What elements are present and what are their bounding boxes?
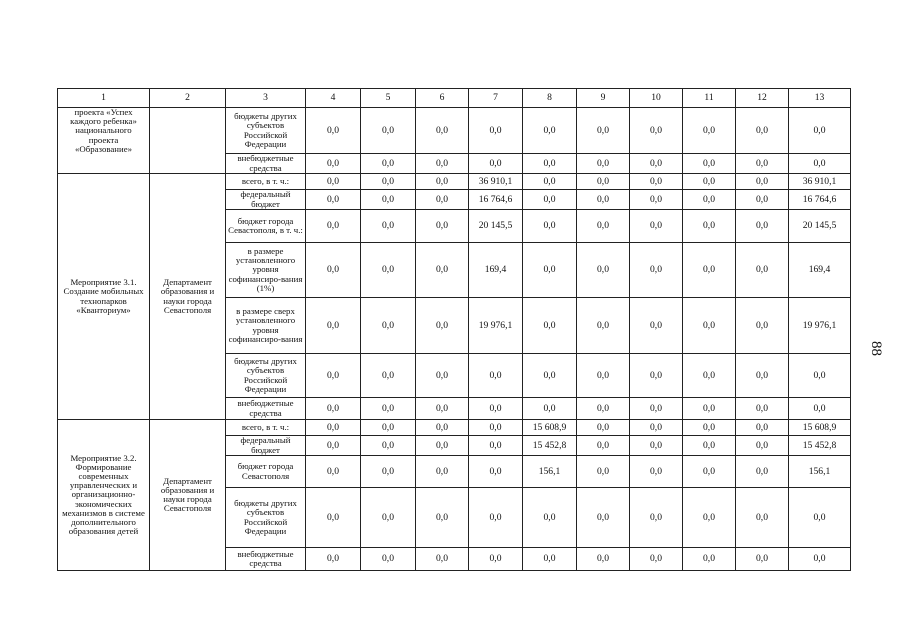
value-cell: 0,0 <box>789 398 851 420</box>
executor-cell: Департамент образования и науки города Севастополя <box>150 174 226 420</box>
value-cell: 0,0 <box>523 174 577 190</box>
value-cell: 0,0 <box>630 190 683 210</box>
value-cell: 0,0 <box>630 456 683 488</box>
value-cell: 0,0 <box>577 243 630 298</box>
funding-source-cell: всего, в т. ч.: <box>226 174 306 190</box>
header-cell: 4 <box>306 89 361 108</box>
value-cell: 0,0 <box>416 154 469 174</box>
value-cell: 0,0 <box>683 354 736 398</box>
value-cell: 0,0 <box>416 436 469 456</box>
value-cell: 0,0 <box>416 398 469 420</box>
value-cell: 0,0 <box>416 354 469 398</box>
budget-table <box>57 88 851 571</box>
value-cell: 0,0 <box>361 298 416 354</box>
value-cell: 0,0 <box>630 354 683 398</box>
value-cell: 0,0 <box>736 398 789 420</box>
page-number: 88 <box>868 341 884 356</box>
value-cell: 156,1 <box>523 456 577 488</box>
value-cell: 0,0 <box>306 548 361 571</box>
funding-source-cell: бюджеты других субъектов Российской Федерации <box>226 488 306 548</box>
value-cell: 0,0 <box>469 488 523 548</box>
value-cell: 0,0 <box>789 354 851 398</box>
value-cell: 0,0 <box>789 154 851 174</box>
value-cell: 0,0 <box>789 548 851 571</box>
value-cell: 0,0 <box>416 456 469 488</box>
value-cell: 0,0 <box>577 420 630 436</box>
value-cell: 0,0 <box>523 243 577 298</box>
value-cell: 0,0 <box>736 488 789 548</box>
value-cell: 0,0 <box>416 108 469 154</box>
value-cell: 0,0 <box>523 108 577 154</box>
value-cell: 0,0 <box>630 174 683 190</box>
funding-source-cell: в размере установленного уровня софинансиро-вания (1%) <box>226 243 306 298</box>
value-cell: 0,0 <box>683 154 736 174</box>
value-cell: 0,0 <box>361 210 416 243</box>
value-cell: 0,0 <box>630 420 683 436</box>
value-cell: 0,0 <box>736 174 789 190</box>
value-cell: 20 145,5 <box>789 210 851 243</box>
funding-source-cell: внебюджетные средства <box>226 154 306 174</box>
value-cell: 0,0 <box>577 548 630 571</box>
value-cell: 0,0 <box>306 108 361 154</box>
value-cell: 0,0 <box>577 298 630 354</box>
value-cell: 0,0 <box>306 456 361 488</box>
header-cell: 11 <box>683 89 736 108</box>
value-cell: 0,0 <box>361 354 416 398</box>
funding-source-cell: внебюджетные средства <box>226 398 306 420</box>
value-cell: 0,0 <box>306 420 361 436</box>
value-cell: 0,0 <box>306 243 361 298</box>
header-cell: 1 <box>58 89 150 108</box>
value-cell: 0,0 <box>306 488 361 548</box>
value-cell: 0,0 <box>306 190 361 210</box>
value-cell: 0,0 <box>523 548 577 571</box>
value-cell: 0,0 <box>306 354 361 398</box>
value-cell: 15 452,8 <box>523 436 577 456</box>
table-row <box>58 108 851 154</box>
value-cell: 0,0 <box>577 456 630 488</box>
table-row <box>58 174 851 190</box>
value-cell: 0,0 <box>683 210 736 243</box>
header-cell: 6 <box>416 89 469 108</box>
value-cell: 0,0 <box>630 210 683 243</box>
value-cell: 0,0 <box>523 190 577 210</box>
table-row <box>58 420 851 436</box>
event-cell: Мероприятие 3.2. Формирование современных управленческих и организационно-экономических механизмов в системе дополнительного образования детей <box>58 420 150 571</box>
header-cell: 10 <box>630 89 683 108</box>
value-cell: 0,0 <box>469 456 523 488</box>
value-cell: 0,0 <box>416 298 469 354</box>
header-cell: 7 <box>469 89 523 108</box>
header-cell: 2 <box>150 89 226 108</box>
value-cell: 0,0 <box>736 298 789 354</box>
value-cell: 0,0 <box>736 354 789 398</box>
value-cell: 0,0 <box>736 436 789 456</box>
value-cell: 15 608,9 <box>523 420 577 436</box>
value-cell: 0,0 <box>361 456 416 488</box>
header-cell: 9 <box>577 89 630 108</box>
value-cell: 0,0 <box>416 190 469 210</box>
value-cell: 0,0 <box>683 456 736 488</box>
value-cell: 0,0 <box>361 174 416 190</box>
value-cell: 0,0 <box>577 108 630 154</box>
value-cell: 0,0 <box>306 210 361 243</box>
value-cell: 0,0 <box>361 488 416 548</box>
value-cell: 169,4 <box>469 243 523 298</box>
funding-source-cell: в размере сверх установленного уровня софинансиро-вания <box>226 298 306 354</box>
header-row <box>58 89 851 108</box>
value-cell: 0,0 <box>630 298 683 354</box>
value-cell: 0,0 <box>630 243 683 298</box>
executor-cell <box>150 108 226 174</box>
value-cell: 0,0 <box>577 174 630 190</box>
value-cell: 0,0 <box>736 210 789 243</box>
value-cell: 0,0 <box>469 154 523 174</box>
value-cell: 0,0 <box>306 436 361 456</box>
value-cell: 0,0 <box>577 154 630 174</box>
value-cell: 0,0 <box>469 436 523 456</box>
value-cell: 15 452,8 <box>789 436 851 456</box>
value-cell: 0,0 <box>683 108 736 154</box>
value-cell: 0,0 <box>361 190 416 210</box>
value-cell: 16 764,6 <box>789 190 851 210</box>
value-cell: 0,0 <box>736 190 789 210</box>
budget-table-container <box>57 88 851 571</box>
value-cell: 0,0 <box>789 488 851 548</box>
value-cell: 36 910,1 <box>469 174 523 190</box>
value-cell: 0,0 <box>577 354 630 398</box>
value-cell: 0,0 <box>736 243 789 298</box>
value-cell: 0,0 <box>469 420 523 436</box>
value-cell: 0,0 <box>523 298 577 354</box>
value-cell: 0,0 <box>577 488 630 548</box>
funding-source-cell: бюджеты других субъектов Российской Федерации <box>226 354 306 398</box>
value-cell: 0,0 <box>416 174 469 190</box>
value-cell: 0,0 <box>683 190 736 210</box>
funding-source-cell: бюджеты других субъектов Российской Федерации <box>226 108 306 154</box>
value-cell: 0,0 <box>630 488 683 548</box>
value-cell: 0,0 <box>361 420 416 436</box>
value-cell: 0,0 <box>577 190 630 210</box>
value-cell: 0,0 <box>736 456 789 488</box>
value-cell: 36 910,1 <box>789 174 851 190</box>
value-cell: 0,0 <box>736 420 789 436</box>
value-cell: 0,0 <box>683 420 736 436</box>
value-cell: 0,0 <box>306 298 361 354</box>
value-cell: 0,0 <box>523 154 577 174</box>
value-cell: 0,0 <box>523 398 577 420</box>
header-cell: 5 <box>361 89 416 108</box>
value-cell: 0,0 <box>416 210 469 243</box>
value-cell: 0,0 <box>361 108 416 154</box>
value-cell: 0,0 <box>736 548 789 571</box>
value-cell: 0,0 <box>416 243 469 298</box>
value-cell: 0,0 <box>361 243 416 298</box>
header-cell: 8 <box>523 89 577 108</box>
value-cell: 0,0 <box>683 488 736 548</box>
value-cell: 0,0 <box>469 108 523 154</box>
value-cell: 169,4 <box>789 243 851 298</box>
value-cell: 0,0 <box>789 108 851 154</box>
event-cell: проекта «Успех каждого ребенка» национального проекта «Образование» <box>58 108 150 174</box>
value-cell: 0,0 <box>523 210 577 243</box>
value-cell: 0,0 <box>416 420 469 436</box>
value-cell: 0,0 <box>630 108 683 154</box>
value-cell: 0,0 <box>469 398 523 420</box>
value-cell: 0,0 <box>306 398 361 420</box>
value-cell: 0,0 <box>361 436 416 456</box>
header-cell: 3 <box>226 89 306 108</box>
value-cell: 0,0 <box>683 174 736 190</box>
value-cell: 0,0 <box>577 210 630 243</box>
value-cell: 0,0 <box>306 154 361 174</box>
value-cell: 0,0 <box>630 398 683 420</box>
event-cell: Мероприятие 3.1. Создание мобильных технопарков «Кванториум» <box>58 174 150 420</box>
value-cell: 0,0 <box>577 436 630 456</box>
funding-source-cell: федеральный бюджет <box>226 436 306 456</box>
funding-source-cell: бюджет города Севастополя, в т. ч.: <box>226 210 306 243</box>
value-cell: 0,0 <box>306 174 361 190</box>
funding-source-cell: всего, в т. ч.: <box>226 420 306 436</box>
value-cell: 0,0 <box>361 154 416 174</box>
value-cell: 0,0 <box>683 298 736 354</box>
value-cell: 0,0 <box>630 548 683 571</box>
value-cell: 0,0 <box>683 243 736 298</box>
executor-cell: Департамент образования и науки города Севастополя <box>150 420 226 571</box>
value-cell: 0,0 <box>630 154 683 174</box>
value-cell: 0,0 <box>469 548 523 571</box>
value-cell: 0,0 <box>577 398 630 420</box>
header-cell: 13 <box>789 89 851 108</box>
value-cell: 0,0 <box>523 488 577 548</box>
value-cell: 20 145,5 <box>469 210 523 243</box>
value-cell: 19 976,1 <box>789 298 851 354</box>
value-cell: 19 976,1 <box>469 298 523 354</box>
value-cell: 0,0 <box>416 548 469 571</box>
value-cell: 156,1 <box>789 456 851 488</box>
value-cell: 15 608,9 <box>789 420 851 436</box>
value-cell: 0,0 <box>361 398 416 420</box>
funding-source-cell: бюджет города Севастополя <box>226 456 306 488</box>
value-cell: 0,0 <box>469 354 523 398</box>
value-cell: 0,0 <box>683 548 736 571</box>
value-cell: 0,0 <box>361 548 416 571</box>
value-cell: 0,0 <box>683 436 736 456</box>
value-cell: 0,0 <box>416 488 469 548</box>
value-cell: 0,0 <box>736 108 789 154</box>
value-cell: 0,0 <box>630 436 683 456</box>
value-cell: 0,0 <box>736 154 789 174</box>
value-cell: 0,0 <box>523 354 577 398</box>
funding-source-cell: внебюджетные средства <box>226 548 306 571</box>
value-cell: 16 764,6 <box>469 190 523 210</box>
value-cell: 0,0 <box>683 398 736 420</box>
header-cell: 12 <box>736 89 789 108</box>
funding-source-cell: федеральный бюджет <box>226 190 306 210</box>
